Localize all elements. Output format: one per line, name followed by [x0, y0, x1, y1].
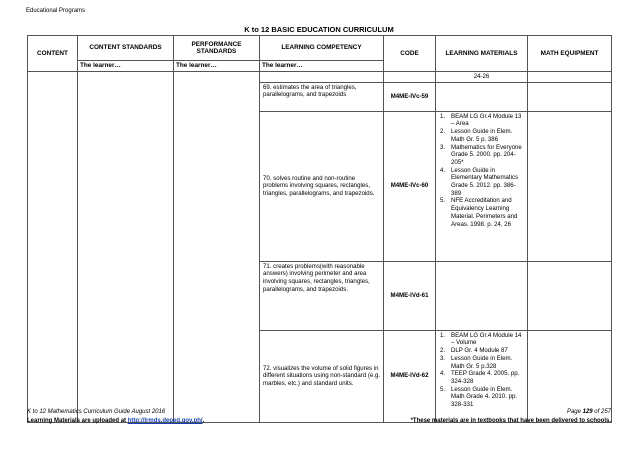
- code-72: M4ME-IVd-62: [384, 330, 436, 422]
- list-item: 3. Lesson Guide in Elem. Math Gr. 5 p.328: [440, 354, 513, 370]
- materials-72: [436, 330, 528, 422]
- header-learning-competency: LEARNING COMPETENCY: [260, 36, 384, 61]
- footer-upload-note: Learning Materials are uploaded at http://lrmds.deped.gov.ph/.: [27, 418, 205, 424]
- header-content-standards: CONTENT STANDARDS: [78, 36, 174, 61]
- materials-69: [436, 82, 528, 111]
- equipment-71: [528, 261, 612, 330]
- list-item: 4. Lesson Guide in Elementary Mathematics Grade 5. 2012. pp. 386-389: [440, 166, 519, 197]
- competency-cell: [260, 72, 384, 83]
- watermark-label: Educational Programs: [26, 8, 86, 14]
- footer-guide-label: K to 12 Mathematics Curriculum Guide August 2016: [27, 409, 166, 415]
- footer-textbook-note: *These materials are in textbooks that have been delivered to schools.: [410, 418, 611, 424]
- competency-72: 72. visualizes the volume of solid figures in different situations using non-standard (e.g. marbles, etc.) and standard units.: [260, 330, 384, 422]
- subheader-content-standards: The learner…: [78, 61, 174, 72]
- code-cell: [384, 72, 436, 83]
- list-item: 5. NFE Accreditation and Equivalency Learning Material. Perimeters and Areas. 1998. p. 24, 26: [440, 197, 518, 228]
- competency-70: 70. solves routine and non-routine problems involving squares, rectangles, triangles, parallelograms, and trapezoids.: [260, 111, 384, 261]
- page-number: Page 129 of 257: [566, 409, 611, 415]
- code-69: M4ME-IVc-59: [384, 82, 436, 111]
- header-performance-standards: PERFORMANCE STANDARDS: [174, 36, 260, 61]
- performance-standards-cell: [174, 72, 260, 423]
- subheader-performance-standards: The learner…: [174, 61, 260, 72]
- list-item: 1. BEAM LG Gr.4 Module 13 – Area: [440, 112, 522, 128]
- content-standards-cell: [78, 72, 174, 423]
- curriculum-table: [27, 35, 612, 423]
- lrmds-link[interactable]: http://lrmds.deped.gov.ph/: [127, 418, 203, 424]
- code-71: M4ME-IVd-61: [384, 261, 436, 330]
- materials-70: [436, 111, 528, 261]
- header-content: CONTENT: [28, 36, 78, 72]
- equipment-69: [528, 82, 612, 111]
- list-item: 3. Mathematics for Everyone Grade 5. 2000. pp. 204-205*: [440, 143, 522, 166]
- list-item: 5. Lesson Guide in Elem. Math Grade 4. 2010. pp. 328-331: [440, 385, 518, 409]
- list-item: 2. Lesson Guide in Elem. Math Gr. 5 p. 386: [440, 128, 513, 143]
- competency-69: 69. estimates the area of triangles, parallelograms, and trapezoids: [260, 82, 384, 111]
- header-math-equipment: MATH EQUIPMENT: [528, 36, 612, 72]
- equipment-cell: [528, 72, 612, 83]
- list-item: 4. TEEP Grade 4. 2005. pp. 324-328: [440, 370, 520, 385]
- list-item: 1. BEAM LG Gr.4 Module 14 – Volume: [440, 331, 522, 347]
- content-cell: [28, 72, 78, 423]
- list-item: 2. DLP Gr. 4 Module 87: [440, 347, 508, 355]
- carryover-material: 24-26: [436, 72, 528, 83]
- document-title: K to 12 BASIC EDUCATION CURRICULUM: [244, 25, 394, 34]
- competency-71: 71. creates problems(with reasonable answers) involving perimeter and area involving squares, rectangles, triangles, parallelograms, and trapezoids.: [260, 261, 384, 330]
- code-70: M4ME-IVc-60: [384, 111, 436, 261]
- header-code: CODE: [384, 36, 436, 72]
- equipment-70: [528, 111, 612, 261]
- materials-71: [436, 261, 528, 330]
- header-learning-materials: LEARNING MATERIALS: [436, 36, 528, 72]
- subheader-learning-competency: The learner…: [260, 61, 384, 72]
- table-row: [28, 72, 612, 83]
